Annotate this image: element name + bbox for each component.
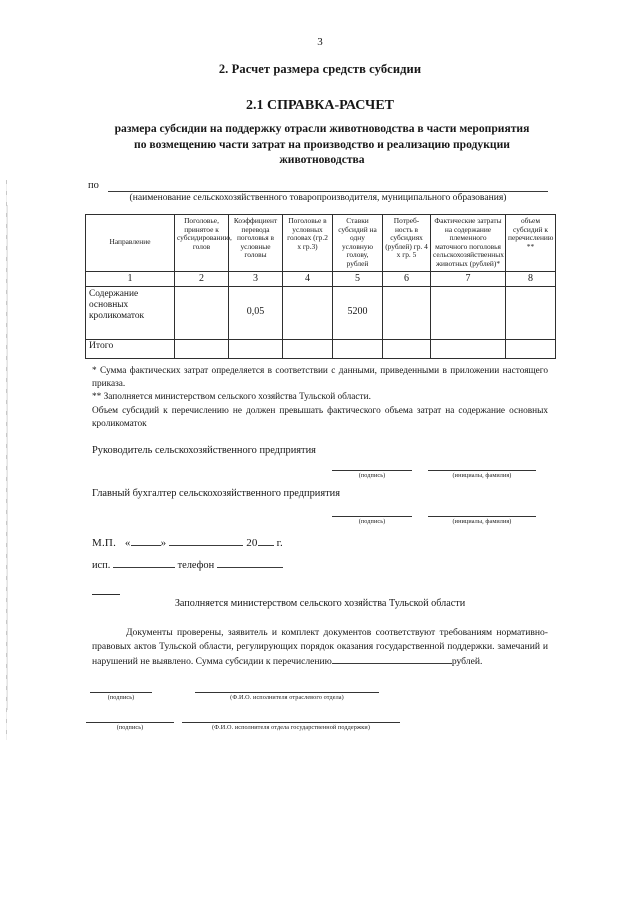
header-subsidy-volume: объем субсидий к перечислению ** bbox=[506, 215, 556, 272]
colnum-3: 3 bbox=[229, 271, 283, 286]
header-actual-costs: Фактические затраты на содержание племенного маточного поголовья сельскохозяйственных животных (рублей)* bbox=[431, 215, 506, 272]
total-actual-costs[interactable] bbox=[431, 339, 506, 358]
cell-need[interactable] bbox=[383, 286, 431, 339]
ministry-currency-label: рублей. bbox=[451, 656, 483, 667]
accountant-initials-line[interactable] bbox=[428, 516, 536, 517]
colnum-8: 8 bbox=[506, 271, 556, 286]
footnotes bbox=[92, 365, 548, 431]
accountant-signature-caption: (подпись) bbox=[358, 518, 386, 525]
section-divider-rule bbox=[92, 594, 120, 595]
header-rate: Ставки субсидий на одну условную голову, рублей bbox=[333, 215, 383, 272]
executor-input[interactable] bbox=[113, 567, 175, 568]
date-close-quote: » bbox=[160, 537, 167, 549]
cell-direction: Содержание основных кроликоматок bbox=[86, 286, 175, 339]
phone-input[interactable] bbox=[217, 567, 283, 568]
header-direction: Направление bbox=[86, 215, 175, 272]
month-input[interactable] bbox=[169, 545, 243, 546]
executor-label: исп. bbox=[92, 560, 111, 571]
phone-label: телефон bbox=[177, 560, 215, 571]
year-suffix: г. bbox=[276, 537, 283, 549]
total-need[interactable] bbox=[383, 339, 431, 358]
document-title: 2.1 СПРАВКА-РАСЧЕТ bbox=[245, 98, 395, 113]
colnum-6: 6 bbox=[383, 271, 431, 286]
subsidy-calculation-table bbox=[85, 214, 556, 359]
head-initials-line[interactable] bbox=[428, 470, 536, 471]
organization-label: по bbox=[88, 180, 99, 191]
total-subsidy-volume[interactable] bbox=[506, 339, 556, 358]
total-label: Итого bbox=[86, 339, 175, 358]
colnum-5: 5 bbox=[333, 271, 383, 286]
ministry-signature-line-2[interactable] bbox=[86, 722, 174, 723]
table-column-number-row bbox=[86, 271, 556, 286]
cell-conditional-heads[interactable] bbox=[283, 286, 333, 339]
table-header-row bbox=[86, 215, 556, 272]
cell-rate[interactable]: 5200 bbox=[333, 286, 383, 339]
ministry-signature-caption-2: (подпись) bbox=[116, 724, 144, 731]
ministry-name-line-1[interactable] bbox=[195, 692, 379, 693]
table-total-row bbox=[86, 339, 556, 358]
head-signature-caption: (подпись) bbox=[358, 472, 386, 479]
ministry-verification-sentence: Документы проверены, заявитель и комплект документов соответствуют требованиям нормативно-правовых актов Тульской области, регулирующих порядок оказания государственной поддержки. замечаний и нарушений не выявлено. Сумма субсидии к перечислению bbox=[92, 627, 548, 667]
colnum-4: 4 bbox=[283, 271, 333, 286]
stamp-label: М.П. bbox=[92, 537, 117, 549]
ministry-name-line-2[interactable] bbox=[182, 722, 400, 723]
total-rate[interactable] bbox=[333, 339, 383, 358]
date-open-quote: « bbox=[124, 537, 131, 549]
header-conditional-heads: Поголовье в условных головах (гр.2 х гр.3) bbox=[283, 215, 333, 272]
header-livestock: Поголовье, принятое к субсидированию, голов bbox=[175, 215, 229, 272]
total-coefficient[interactable] bbox=[229, 339, 283, 358]
accountant-signature-line[interactable] bbox=[332, 516, 412, 517]
header-need: Потреб-ность в субсидиях (рублей) гр. 4 х гр. 5 bbox=[383, 215, 431, 272]
head-signature-line[interactable] bbox=[332, 470, 412, 471]
accountant-initials-caption: (инициалы, фамилия) bbox=[452, 518, 512, 525]
header-coefficient: Коэффициент перевода поголовья в условные головы bbox=[229, 215, 283, 272]
year-prefix: 20 bbox=[246, 537, 258, 549]
cell-livestock[interactable] bbox=[175, 286, 229, 339]
day-input[interactable] bbox=[131, 545, 161, 546]
head-initials-caption: (инициалы, фамилия) bbox=[452, 472, 512, 479]
subsidy-amount-input[interactable] bbox=[332, 654, 452, 664]
total-conditional-heads[interactable] bbox=[283, 339, 333, 358]
colnum-2: 2 bbox=[175, 271, 229, 286]
document-subtitle: размера субсидии на поддержку отрасли животноводства в части мероприятия по возмещению части затрат на производство и реализацию продукции животноводства bbox=[114, 122, 530, 166]
head-of-enterprise-title: Руководитель сельскохозяйственного предприятия bbox=[92, 445, 316, 456]
footnote-2: ** Заполняется министерством сельского хозяйства Тульской области. bbox=[92, 392, 371, 403]
chief-accountant-title: Главный бухгалтер сельскохозяйственного предприятия bbox=[92, 488, 341, 499]
stamp-and-date-row bbox=[92, 537, 283, 549]
ministry-signature-caption-1: (подпись) bbox=[107, 694, 135, 701]
year-input[interactable] bbox=[258, 545, 274, 546]
ministry-name-caption-2: (Ф.И.О. исполнителя отдела государственной поддержки) bbox=[212, 724, 370, 731]
footnote-1: * Сумма фактических затрат определяется в соответствии с данными, приведенными в приложении настоящего приказа. bbox=[92, 366, 548, 390]
ministry-verification-block bbox=[92, 626, 548, 669]
ministry-verification-text bbox=[92, 626, 548, 669]
ministry-name-caption-1: (Ф.И.О. исполнителя отраслевого отдела) bbox=[230, 694, 344, 701]
ministry-fill-notice: Заполняется министерством сельского хозяйства Тульской области bbox=[174, 598, 466, 609]
ministry-signature-line-1[interactable] bbox=[90, 692, 152, 693]
cell-actual-costs[interactable] bbox=[431, 286, 506, 339]
scan-artifact-edge-secondary bbox=[7, 205, 8, 710]
page-number: 3 bbox=[317, 36, 323, 48]
cell-subsidy-volume[interactable] bbox=[506, 286, 556, 339]
section-heading: 2. Расчет размера средств субсидии bbox=[218, 62, 422, 76]
organization-caption: (наименование сельскохозяйственного товаропроизводителя, муниципального образования) bbox=[129, 192, 507, 203]
table-row bbox=[86, 286, 556, 339]
footnote-3: Объем субсидий к перечислению не должен превышать фактического объема затрат на содержание основных кроликоматок bbox=[92, 405, 548, 429]
colnum-1: 1 bbox=[86, 271, 175, 286]
executor-row bbox=[92, 560, 283, 571]
total-livestock[interactable] bbox=[175, 339, 229, 358]
cell-coefficient[interactable]: 0,05 bbox=[229, 286, 283, 339]
colnum-7: 7 bbox=[431, 271, 506, 286]
